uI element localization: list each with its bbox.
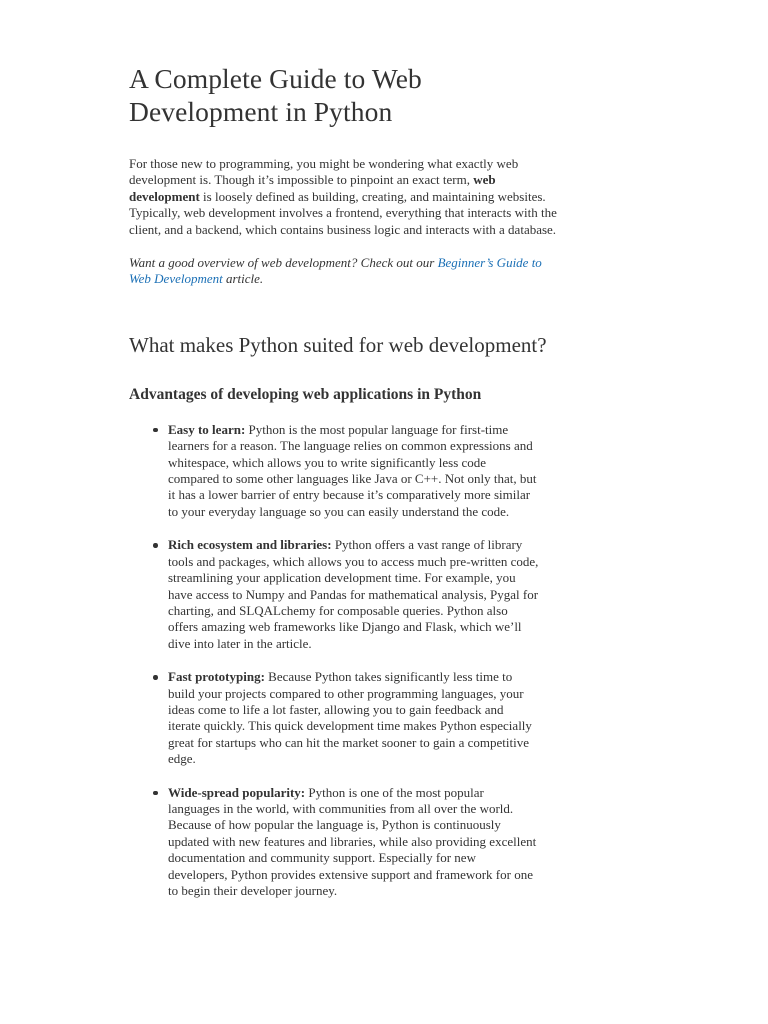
bullet-icon: [153, 428, 158, 433]
advantage-text: learners for a reason. The language relies on common expressions and: [168, 438, 533, 454]
advantage-text: build your projects compared to other programming languages, your: [168, 685, 524, 701]
advantage-line: [168, 636, 613, 652]
advantage-item: [129, 669, 613, 767]
advantage-text: dive into later in the article.: [168, 635, 312, 651]
advantage-line: [168, 570, 613, 586]
advantage-line: [168, 487, 613, 503]
intro-line-5: client, and a backend, which contains business logic and interacts with a database.: [129, 221, 557, 237]
bullet-icon: [153, 543, 158, 548]
bullet-icon: [153, 675, 158, 680]
section-heading: What makes Python suited for web development?: [129, 332, 547, 357]
subsection-heading: Advantages of developing web applications in Python: [129, 385, 482, 403]
advantage-item: [129, 785, 613, 900]
beginners-guide-link-part-2[interactable]: Web Development: [129, 271, 223, 287]
advantages-list: [129, 422, 644, 900]
article: [129, 62, 644, 916]
intro-bold-term-end: development: [129, 188, 200, 204]
advantage-line: [168, 801, 613, 817]
callout-text-end: article.: [222, 271, 264, 287]
intro-line-4: Typically, web development involves a frontend, everything that interacts with the: [129, 205, 557, 221]
callout-paragraph: [129, 255, 644, 288]
intro-paragraph: [129, 156, 644, 238]
intro-line-1: For those new to programming, you might be wondering what exactly web: [129, 156, 519, 171]
advantage-text: languages in the world, with communities from all over the world.: [168, 800, 514, 816]
advantage-term: Rich ecosystem and libraries:: [168, 537, 332, 553]
article-title: [129, 62, 644, 128]
intro-bold-term-start: web: [473, 172, 496, 188]
intro-line-2-text: development is. Though it’s impossible to pinpoint an exact term,: [129, 172, 474, 188]
advantage-text: edge.: [168, 751, 196, 767]
advantage-line: [168, 686, 613, 702]
advantage-text: ideas come to life a lot faster, allowing you to gain feedback and: [168, 701, 504, 717]
advantage-line: [168, 587, 613, 603]
advantage-text: to your everyday language so you can easily understand the code.: [168, 503, 510, 519]
advantage-text: Because Python takes significantly less time to: [264, 669, 513, 685]
advantage-line: [168, 850, 613, 866]
advantage-line: [168, 422, 613, 438]
advantage-term: Fast prototyping:: [168, 669, 265, 685]
advantage-line: [168, 735, 613, 751]
advantage-text: offers amazing web frameworks like Django and Flask, which we’ll: [168, 619, 522, 635]
advantage-text: Because of how popular the language is, Python is continuously: [168, 817, 501, 833]
advantage-text: have access to Numpy and Pandas for mathematical analysis, Pygal for: [168, 586, 539, 602]
advantage-line: [168, 554, 613, 570]
advantage-text: Python offers a vast range of library: [331, 537, 523, 553]
advantage-line: [168, 471, 613, 487]
advantage-line: [168, 817, 613, 833]
advantage-term: Easy to learn:: [168, 421, 246, 437]
advantage-line: [168, 537, 613, 553]
advantage-text: developers, Python provides extensive support and framework for one: [168, 866, 533, 882]
advantage-line: [168, 718, 613, 734]
advantage-term: Wide-spread popularity:: [168, 784, 306, 800]
advantage-item: [129, 537, 613, 652]
advantage-text: compared to some other languages like Java or C++. Not only that, but: [168, 471, 537, 487]
callout-text: Want a good overview of web development? Check out our: [129, 255, 438, 271]
advantage-text: charting, and SLQALchemy for composable queries. Python also: [168, 602, 508, 618]
advantage-line: [168, 702, 613, 718]
intro-line-2: [129, 172, 644, 188]
advantage-text: documentation and community support. Especially for new: [168, 850, 476, 866]
intro-line-3-text: is loosely defined as building, creating, and maintaining websites.: [199, 188, 546, 204]
advantage-line: [168, 834, 613, 850]
advantage-text: streamlining your application development time. For example, you: [168, 570, 516, 586]
advantage-line: [168, 669, 613, 685]
callout-line-2: [129, 271, 644, 287]
callout-line-1: [129, 255, 644, 271]
advantage-line: [168, 867, 613, 883]
advantage-item: [129, 422, 613, 520]
beginners-guide-link-part-1[interactable]: Beginner’s Guide to: [437, 255, 542, 271]
intro-line-3: [129, 189, 644, 205]
advantage-line: [168, 438, 613, 454]
advantage-text: whitespace, which allows you to write significantly less code: [168, 454, 487, 470]
advantage-line: [168, 619, 613, 635]
advantage-text: Python is the most popular language for first-time: [245, 421, 509, 437]
advantage-text: to begin their developer journey.: [168, 883, 338, 898]
advantage-line: [168, 455, 613, 471]
advantage-text: great for startups who can hit the market sooner to gain a competitive: [168, 734, 529, 750]
advantage-text: updated with new features and libraries, while also providing excellent: [168, 833, 537, 849]
advantage-line: [168, 785, 613, 801]
article-title-line-2: Development in Python: [129, 96, 393, 127]
advantage-line: [168, 504, 613, 520]
advantage-line: [168, 751, 613, 767]
article-title-line-1: A Complete Guide to Web: [129, 63, 422, 94]
advantage-line: [168, 603, 613, 619]
advantage-line: [168, 883, 613, 899]
advantage-text: it has a lower barrier of entry because it’s comparatively more similar: [168, 487, 531, 503]
beginners-guide-link[interactable]: [438, 255, 542, 270]
advantage-text: tools and packages, which allows you to access much pre-written code,: [168, 553, 539, 569]
bullet-icon: [153, 791, 158, 796]
advantage-text: Python is one of the most popular: [305, 784, 484, 800]
beginners-guide-link-continued[interactable]: [129, 271, 223, 286]
advantage-text: iterate quickly. This quick development time makes Python especially: [168, 718, 532, 734]
